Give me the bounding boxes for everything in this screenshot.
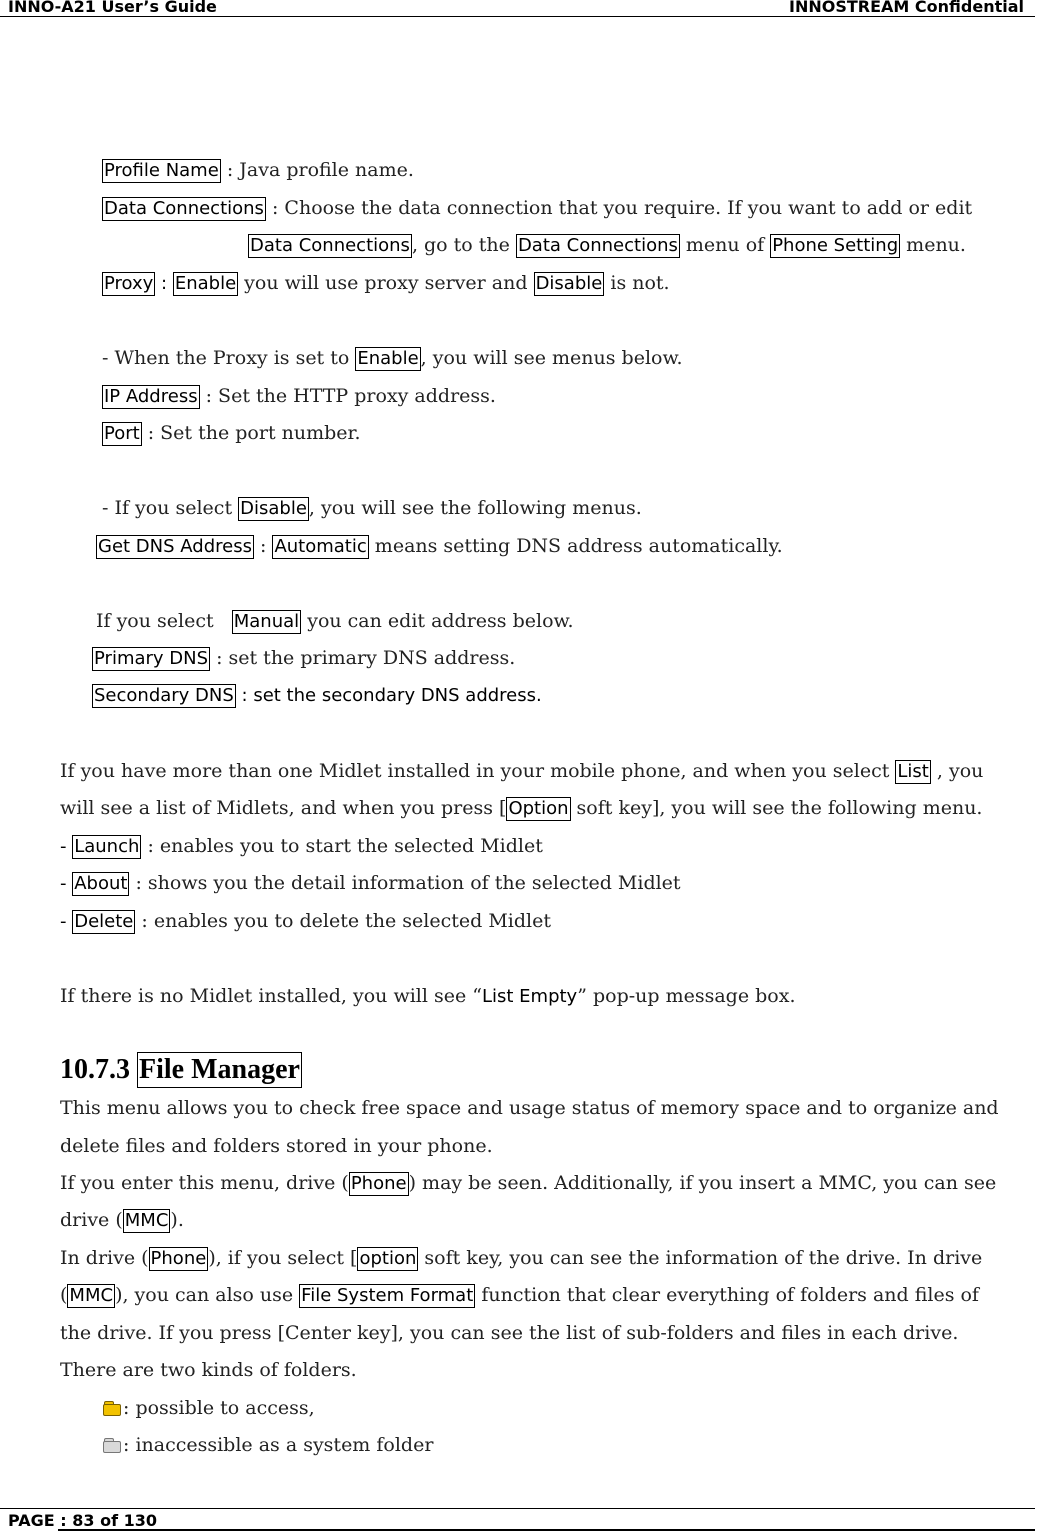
section-heading [60, 1052, 302, 1088]
enable-note-line [102, 346, 683, 371]
fm-para-4 [60, 1208, 184, 1233]
fm-para-3-text: If you enter this menu, drive ( [60, 1172, 349, 1194]
proxy-line [102, 271, 670, 296]
profile-name-line [102, 158, 414, 183]
proxy-key: Proxy [104, 273, 154, 294]
mmc-drive-key: MMC [124, 1210, 169, 1231]
midlet-para-text-2: will see a list of Midlets, and when you press [ [60, 797, 507, 819]
phone-drive-key-2: Phone [150, 1248, 207, 1269]
fm-para-2-text: delete files and folders stored in your phone. [60, 1135, 493, 1157]
port-line [102, 421, 361, 446]
data-connections-cont-text-2: menu of [679, 234, 771, 256]
manual-note-end: you can edit address below. [301, 610, 574, 632]
fm-para-1-text: This menu allows you to check free space and usage status of memory space and to organize and [60, 1097, 999, 1119]
secondary-dns-key: Secondary DNS [94, 685, 234, 706]
disable-note-end: , you will see the following menus. [308, 497, 642, 519]
page-number: PAGE : 83 of 130 [8, 1511, 157, 1530]
fm-para-7-text: the drive. If you press [Center key], you can see the list of sub-folders and files in each drive. [60, 1322, 959, 1344]
folder-system-line [103, 1433, 433, 1457]
fm-para-5-end: soft key, you can see the information of the drive. In drive [418, 1247, 983, 1269]
primary-dns-key: Primary DNS [94, 648, 209, 669]
fm-para-6-mid: ), you can also use [115, 1284, 300, 1306]
fm-para-3-end: ) may be seen. Additionally, if you insert a MMC, you can see [408, 1172, 997, 1194]
confidential-label: INNOSTREAM Confidential [789, 0, 1024, 16]
list-dash: - [60, 911, 73, 932]
section-title: File Manager [137, 1052, 302, 1088]
ip-address-line [102, 384, 496, 409]
midlet-para-end-2: soft key], you will see the following menu. [570, 797, 983, 819]
midlet-option-about [60, 871, 681, 896]
data-connections-cont-text-1: , go to the [411, 234, 516, 256]
ip-address-key: IP Address [104, 386, 198, 407]
profile-name-desc: : Java profile name. [220, 159, 414, 181]
footer-rule [58, 1529, 1035, 1531]
list-empty-text: If there is no Midlet installed, you will see “ [60, 985, 482, 1007]
primary-dns-line [92, 646, 515, 671]
page-header [0, 0, 1035, 17]
secondary-dns-line [92, 683, 542, 708]
profile-name-key: Profile Name [104, 160, 219, 181]
midlet-para-text-1: If you have more than one Midlet installed in your mobile phone, and when you select [60, 760, 896, 782]
fm-para-5-text: In drive ( [60, 1247, 149, 1269]
delete-key: Delete [74, 911, 134, 932]
list-dash: - [60, 873, 73, 894]
folder-accessible-line [103, 1396, 315, 1420]
list-empty-end: ” pop-up message box. [577, 985, 796, 1007]
proxy-disable-key: Disable [535, 273, 603, 294]
list-empty-line [60, 984, 796, 1009]
disable-note-line [102, 496, 642, 521]
folder-accessible-desc: : possible to access, [123, 1397, 315, 1419]
proxy-sep: : [155, 273, 173, 294]
fm-para-8 [60, 1358, 357, 1382]
fm-para-3 [60, 1171, 996, 1196]
port-key: Port [104, 423, 140, 444]
midlet-para-line-1 [60, 759, 983, 784]
enable-note-text: - When the Proxy is set to [102, 347, 356, 369]
fm-para-5-mid: ), if you select [ [208, 1247, 358, 1269]
fm-para-7 [60, 1321, 958, 1345]
fm-para-4-end: ). [170, 1209, 184, 1231]
delete-desc: : enables you to delete the selected Midlet [135, 910, 551, 932]
ip-address-desc: : Set the HTTP proxy address. [199, 385, 496, 407]
enable-note-end: , you will see menus below. [420, 347, 683, 369]
launch-key: Launch [74, 836, 140, 857]
fm-para-6 [60, 1283, 979, 1308]
automatic-key: Automatic [274, 536, 367, 557]
midlet-option-launch [60, 834, 543, 859]
fm-para-1 [60, 1096, 999, 1120]
port-desc: : Set the port number. [141, 422, 361, 444]
fm-para-8-text: There are two kinds of folders. [60, 1359, 357, 1381]
phone-drive-key: Phone [350, 1173, 407, 1194]
manual-note-text: If you select [96, 610, 232, 632]
midlet-para-line-2 [60, 796, 982, 821]
data-connections-desc: : Choose the data connection that you require. If you want to add or edit [265, 197, 973, 219]
option-softkey-key: option [359, 1248, 417, 1269]
disable-note-key: Disable [240, 498, 307, 519]
data-connections-ref-1: Data Connections [250, 235, 410, 256]
guide-title: INNO-A21 User’s Guide [8, 0, 217, 16]
get-dns-key: Get DNS Address [98, 536, 252, 557]
data-connections-line [102, 196, 972, 221]
fm-para-6-end: function that clear everything of folders and files of [475, 1284, 979, 1306]
about-desc: : shows you the detail information of the selected Midlet [129, 872, 681, 894]
proxy-enable-key: Enable [174, 273, 237, 294]
get-dns-line [96, 534, 783, 559]
folder-system-desc: : inaccessible as a system folder [123, 1434, 434, 1456]
disable-note-text: - If you select [102, 497, 239, 519]
get-dns-desc: means setting DNS address automatically. [368, 535, 783, 557]
list-key: List [897, 761, 929, 782]
get-dns-sep: : [253, 535, 273, 557]
about-key: About [74, 873, 128, 894]
enable-note-key: Enable [357, 348, 419, 369]
data-connections-cont-text-3: menu. [900, 234, 966, 256]
fm-para-5 [60, 1246, 982, 1271]
mmc-drive-key-2: MMC [69, 1285, 114, 1306]
list-empty-key: List Empty [481, 986, 578, 1007]
section-number: 10.7.3 [60, 1054, 137, 1085]
file-system-format-key: File System Format [301, 1285, 474, 1306]
list-dash: - [60, 836, 73, 857]
proxy-desc-end: is not. [604, 272, 670, 294]
gray-folder-icon [103, 1438, 121, 1452]
fm-para-2 [60, 1134, 493, 1158]
secondary-dns-desc: : set the secondary DNS address. [235, 685, 542, 706]
launch-desc: : enables you to start the selected Midlet [141, 835, 543, 857]
phone-setting-ref: Phone Setting [772, 235, 899, 256]
page-footer [0, 1508, 1035, 1533]
primary-dns-desc: : set the primary DNS address. [210, 647, 516, 669]
data-connections-ref-2: Data Connections [517, 235, 678, 256]
manual-note-line [96, 609, 574, 634]
proxy-desc: you will use proxy server and [238, 272, 534, 294]
option-key: Option [508, 798, 569, 819]
manual-key: Manual [233, 611, 300, 632]
data-connections-key: Data Connections [104, 198, 264, 219]
midlet-para-end-1: , you [930, 760, 984, 782]
yellow-folder-icon [103, 1401, 121, 1415]
fm-para-4-text: drive ( [60, 1209, 123, 1231]
fm-para-6-text: ( [60, 1284, 68, 1306]
data-connections-cont-line [248, 233, 966, 258]
midlet-option-delete [60, 909, 551, 934]
